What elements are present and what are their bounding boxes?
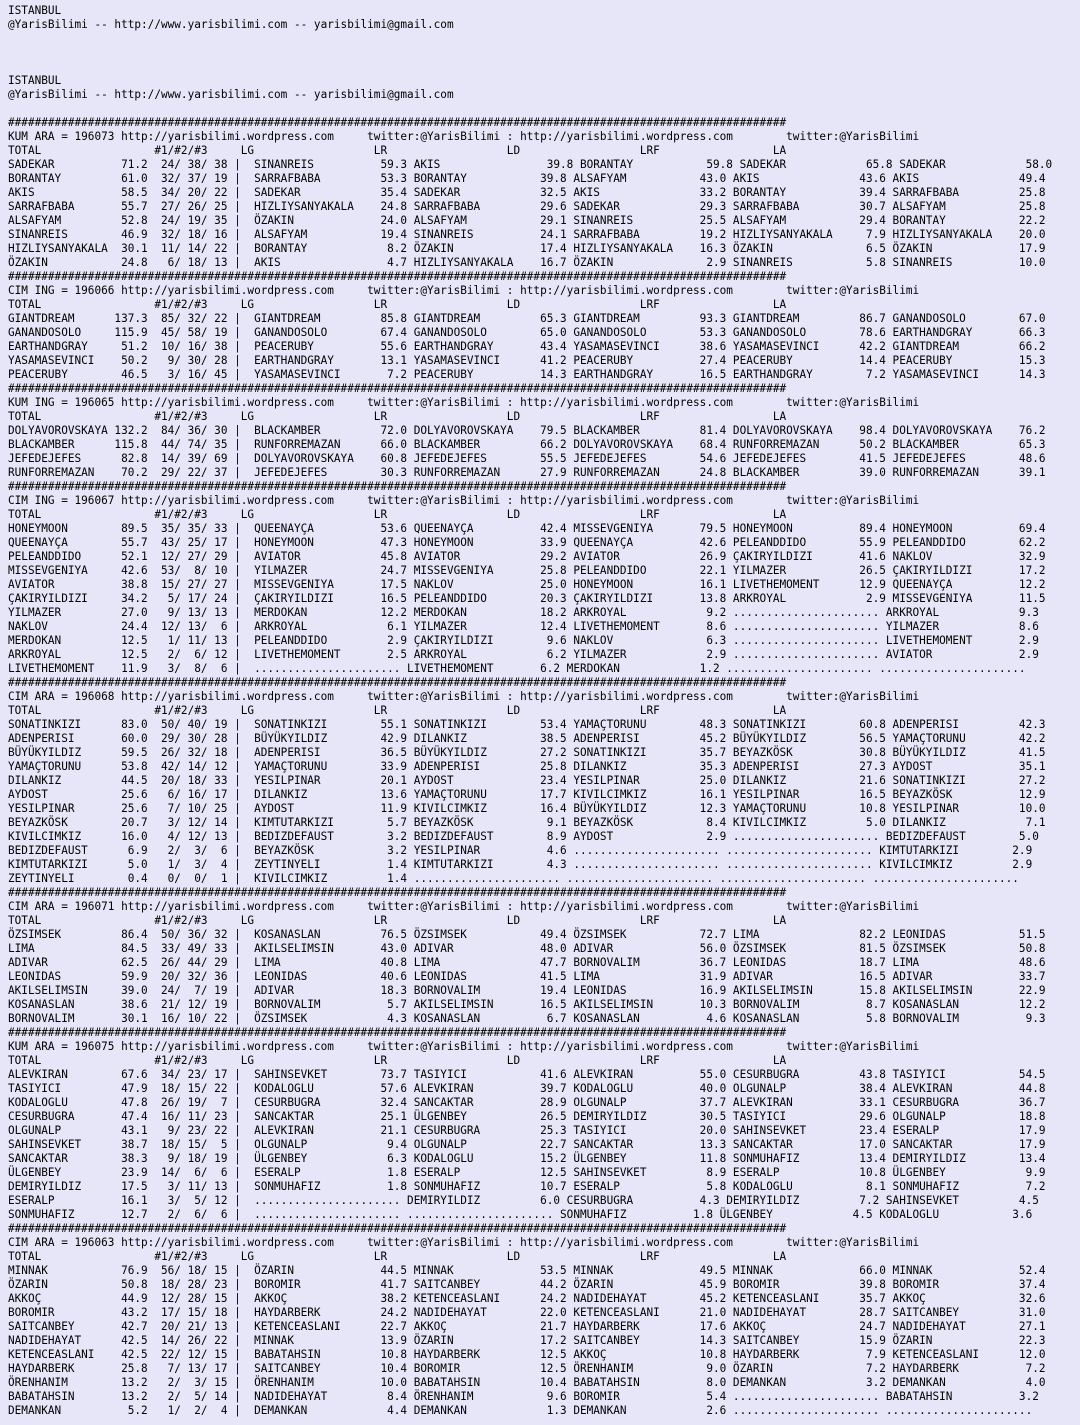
text-line: DEMANKAN 5.2 1/ 2/ 4 | DEMANKAN 4.4 DEMANKAN 1.3 DEMANKAN 2.6 ...................... ...................... (8, 1404, 1033, 1417)
text-line: BORNOVALIM 30.1 16/ 10/ 22 | ÖZSIMSEK 4.3 KOSANASLAN 6.7 KOSANASLAN 4.6 KOSANASLAN 5.8 BORNOVALIM 9.3 (8, 1012, 1046, 1025)
text-line: CIM ARA = 196071 http://yarisbilimi.wordpress.com twitter:@YarisBilimi : http://yarisbilimi.wordpress.com twitter:@YarisBilimi (8, 900, 920, 913)
text-line: TOTAL #1/#2/#3 LG LR LD LRF LA (8, 1054, 787, 1067)
text-line: TOTAL #1/#2/#3 LG LR LD LRF LA (8, 704, 787, 717)
text-line: SAHINSEVKET 38.7 18/ 15/ 5 | OLGUNALP 9.4 OLGUNALP 22.7 SANCAKTAR 13.3 SANCAKTAR 17.0 SANCAKTAR 17.9 (8, 1138, 1046, 1151)
text-line: LIMA 84.5 33/ 49/ 33 | AKILSELIMSIN 43.0 ADIVAR 48.0 ADIVAR 56.0 ÖZSIMSEK 81.5 ÖZSIMSEK 50.8 (8, 942, 1046, 955)
text-line: JEFEDEJEFES 82.8 14/ 39/ 69 | DOLYAVOROVSKAYA 60.8 JEFEDEJEFES 55.5 JEFEDEJEFES 54.6 JEFEDEJEFES 41.5 JEFEDEJEFES 48.6 (8, 452, 1046, 465)
text-line: DOLYAVOROVSKAYA 132.2 84/ 36/ 30 | BLACKAMBER 72.0 DOLYAVOROVSKAYA 79.5 BLACKAMBER 81.4 DOLYAVOROVSKAYA 98.4 DOLYAVOROVSKAYA 76.2 (8, 424, 1046, 437)
text-line: DEMIRYILDIZ 17.5 3/ 11/ 13 | SONMUHAFIZ 1.8 SONMUHAFIZ 10.7 ESERALP 5.8 KODALOGLU 8.1 SONMUHAFIZ 7.2 (8, 1180, 1046, 1193)
text-line: BABATAHSIN 13.2 2/ 5/ 14 | NADIDEHAYAT 8.4 ÖRENHANIM 9.6 BOROMIR 5.4 ...................... BABATAHSIN 3.2 (8, 1390, 1039, 1403)
text-line: MERDOKAN 12.5 1/ 11/ 13 | PELEANDDIDO 2.9 ÇAKIRYILDIZI 9.6 NAKLOV 6.3 ...................... LIVETHEMOMENT 2.9 (8, 634, 1039, 647)
text-line: KUM ARA = 196073 http://yarisbilimi.wordpress.com twitter:@YarisBilimi : http://yarisbilimi.wordpress.com twitter:@YarisBilimi (8, 130, 920, 143)
text-line: ##################################################################################################################### (8, 270, 787, 283)
text-line: ARKROYAL 12.5 2/ 6/ 12 | LIVETHEMOMENT 2.5 ARKROYAL 6.2 YILMAZER 2.9 ...................... AVIATOR 2.9 (8, 648, 1039, 661)
text-line: KUM ARA = 196075 http://yarisbilimi.wordpress.com twitter:@YarisBilimi : http://yarisbilimi.wordpress.com twitter:@YarisBilimi (8, 1040, 920, 1053)
text-line: ##################################################################################################################### (8, 676, 787, 689)
text-line: CIM ARA = 196063 http://yarisbilimi.wordpress.com twitter:@YarisBilimi : http://yarisbilimi.wordpress.com twitter:@YarisBilimi (8, 1236, 920, 1249)
text-line: @YarisBilimi -- http://www.yarisbilimi.com -- yarisbilimi@gmail.com (8, 88, 454, 101)
text-line: BÜYÜKYILDIZ 59.5 26/ 32/ 18 | ADENPERISI 36.5 BÜYÜKYILDIZ 27.2 SONATINKIZI 35.7 BEYAZKÖSK 30.8 BÜYÜKYILDIZ 41.5 (8, 746, 1046, 759)
text-line (8, 60, 1080, 74)
text-line: DILANKIZ 44.5 20/ 18/ 33 | YESILPINAR 20.1 AYDOST 23.4 YESILPINAR 25.0 DILANKIZ 21.6 SONATINKIZI 27.2 (8, 774, 1046, 787)
text-line: TOTAL #1/#2/#3 LG LR LD LRF LA (8, 1250, 787, 1263)
text-line: SINANREIS 46.9 32/ 18/ 16 | ALSAFYAM 19.4 SINANREIS 24.1 SARRAFBABA 19.2 HIZLIYSANYAKALA 7.9 HIZLIYSANYAKALA 20.0 (8, 228, 1046, 241)
text-line: ZEYTINYELI 0.4 0/ 0/ 1 | KIVILCIMKIZ 1.4 ...................... ...................... ...................... ...................... (8, 872, 1019, 885)
text-line: ADENPERISI 60.0 29/ 30/ 28 | BÜYÜKYILDIZ 42.9 DILANKIZ 38.5 ADENPERISI 45.2 BÜYÜKYILDIZ 56.5 YAMAÇTORUNU 42.2 (8, 732, 1046, 745)
text-line: HIZLIYSANYAKALA 30.1 11/ 14/ 22 | BORANTAY 8.2 ÖZAKIN 17.4 HIZLIYSANYAKALA 16.3 ÖZAKIN 6.5 ÖZAKIN 17.9 (8, 242, 1046, 255)
text-line: PEACERUBY 46.5 3/ 16/ 45 | YASAMASEVINCI 7.2 PEACERUBY 14.3 EARTHANDGRAY 16.5 EARTHANDGRAY 7.2 YASAMASEVINCI 14.3 (8, 368, 1046, 381)
text-line: TOTAL #1/#2/#3 LG LR LD LRF LA (8, 144, 787, 157)
text-line: BEYAZKÖSK 20.7 3/ 12/ 14 | KIMTUTARKIZI 5.7 BEYAZKÖSK 9.1 BEYAZKÖSK 8.4 KIVILCIMKIZ 5.0 DILANKIZ 7.1 (8, 816, 1046, 829)
text-line: YAMAÇTORUNU 53.8 42/ 14/ 12 | YAMAÇTORUNU 33.9 ADENPERISI 25.8 DILANKIZ 35.3 ADENPERISI 27.3 AYDOST 35.1 (8, 760, 1046, 773)
text-line: ÖZSIMSEK 86.4 50/ 36/ 32 | KOSANASLAN 76.5 ÖZSIMSEK 49.4 ÖZSIMSEK 72.7 LIMA 82.2 LEONIDAS 51.5 (8, 928, 1046, 941)
text-line: AYDOST 25.6 6/ 16/ 17 | DILANKIZ 13.6 YAMAÇTORUNU 17.7 KIVILCIMKIZ 16.1 YESILPINAR 16.5 BEYAZKÖSK 12.9 (8, 788, 1046, 801)
text-line: KIVILCIMKIZ 16.0 4/ 12/ 13 | BEDIZDEFAUST 3.2 BEDIZDEFAUST 8.9 AYDOST 2.9 ...................... BEDIZDEFAUST 5.0 (8, 830, 1039, 843)
text-line: SAITCANBEY 42.7 20/ 21/ 13 | KETENCEASLANI 22.7 AKKOÇ 21.7 HAYDARBERK 17.6 AKKOÇ 24.7 NADIDEHAYAT 27.1 (8, 1320, 1046, 1333)
text-line: ##################################################################################################################### (8, 480, 787, 493)
text-line: ##################################################################################################################### (8, 1222, 787, 1235)
text-line: KOSANASLAN 38.6 21/ 12/ 19 | BORNOVALIM 5.7 AKILSELIMSIN 16.5 AKILSELIMSIN 10.3 BORNOVALIM 8.7 KOSANASLAN 12.2 (8, 998, 1046, 1011)
text-line: BEDIZDEFAUST 6.9 2/ 3/ 6 | BEYAZKÖSK 3.2 YESILPINAR 4.6 ...................... ...................... KIMTUTARKIZI 2.9 (8, 844, 1033, 857)
text-line: ÖZARIN 50.8 18/ 28/ 23 | BOROMIR 41.7 SAITCANBEY 44.2 ÖZARIN 45.9 BOROMIR 39.8 BOROMIR 37.4 (8, 1278, 1046, 1291)
text-line: KIMTUTARKIZI 5.0 1/ 3/ 4 | ZEYTINYELI 1.4 KIMTUTARKIZI 4.3 ...................... ...................... KIVILCIMKIZ 2.9 (8, 858, 1033, 871)
text-line: SADEKAR 71.2 24/ 38/ 38 | SINANREIS 59.3 AKIS 39.8 BORANTAY 59.8 SADEKAR 65.8 SADEKAR 58.0 (8, 158, 1053, 171)
text-line: YILMAZER 27.0 9/ 13/ 13 | MERDOKAN 12.2 MERDOKAN 18.2 ARKROYAL 9.2 ...................... ARKROYAL 9.3 (8, 606, 1039, 619)
text-line: ##################################################################################################################### (8, 116, 787, 129)
text-line: SARRAFBABA 55.7 27/ 26/ 25 | HIZLIYSANYAKALA 24.8 SARRAFBABA 29.6 SADEKAR 29.3 SARRAFBABA 30.7 ALSAFYAM 25.8 (8, 200, 1046, 213)
text-line: CESURBUGRA 47.4 16/ 11/ 23 | SANCAKTAR 25.1 ÜLGENBEY 26.5 DEMIRYILDIZ 30.5 TASIYICI 29.6 OLGUNALP 18.8 (8, 1110, 1046, 1123)
text-line: GIANTDREAM 137.3 85/ 32/ 22 | GIANTDREAM 85.8 GIANTDREAM 65.3 GIANTDREAM 93.3 GIANTDREAM 86.7 GANANDOSOLO 67.0 (8, 312, 1046, 325)
text-line: RUNFORREMAZAN 70.2 29/ 22/ 37 | JEFEDEJEFES 30.3 RUNFORREMAZAN 27.9 RUNFORREMAZAN 24.8 BLACKAMBER 39.0 RUNFORREMAZAN 39.1 (8, 466, 1046, 479)
text-line: ISTANBUL (8, 74, 62, 87)
text-line: KUM ING = 196065 http://yarisbilimi.wordpress.com twitter:@YarisBilimi : http://yarisbilimi.wordpress.com twitter:@YarisBilimi (8, 396, 920, 409)
text-line: NADIDEHAYAT 42.5 14/ 26/ 22 | MINNAK 13.9 ÖZARIN 17.2 SAITCANBEY 14.3 SAITCANBEY 15.9 ÖZARIN 22.3 (8, 1334, 1046, 1347)
text-line: ##################################################################################################################### (8, 382, 787, 395)
text-line: GANANDOSOLO 115.9 45/ 58/ 19 | GANANDOSOLO 67.4 GANANDOSOLO 65.0 GANANDOSOLO 53.3 GANANDOSOLO 78.6 EARTHANDGRAY 66.3 (8, 326, 1046, 339)
text-line: ÇAKIRYILDIZI 34.2 5/ 17/ 24 | ÇAKIRYILDIZI 16.5 PELEANDDIDO 20.3 ÇAKIRYILDIZI 13.8 ARKROYAL 2.9 MISSEVGENIYA 11.5 (8, 592, 1046, 605)
text-line (8, 102, 1080, 116)
text-line: EARTHANDGRAY 51.2 10/ 16/ 38 | PEACERUBY 55.6 EARTHANDGRAY 43.4 YASAMASEVINCI 38.6 YASAMASEVINCI 42.2 GIANTDREAM 66.2 (8, 340, 1046, 353)
text-line: ÜLGENBEY 23.9 14/ 6/ 6 | ESERALP 1.8 ESERALP 12.5 SAHINSEVKET 8.9 ESERALP 10.8 ÜLGENBEY 9.9 (8, 1166, 1046, 1179)
text-line: AVIATOR 38.8 15/ 27/ 27 | MISSEVGENIYA 17.5 NAKLOV 25.0 HONEYMOON 16.1 LIVETHEMOMENT 12.9 QUEENAYÇA 12.2 (8, 578, 1046, 591)
text-line: ##################################################################################################################### (8, 886, 787, 899)
text-line: PELEANDDIDO 52.1 12/ 27/ 29 | AVIATOR 45.8 AVIATOR 29.2 AVIATOR 26.9 ÇAKIRYILDIZI 41.6 NAKLOV 32.9 (8, 550, 1046, 563)
text-line: MISSEVGENIYA 42.6 53/ 8/ 10 | YILMAZER 24.7 MISSEVGENIYA 25.8 PELEANDDIDO 22.1 YILMAZER 26.5 ÇAKIRYILDIZI 17.2 (8, 564, 1046, 577)
text-line: ÖRENHANIM 13.2 2/ 3/ 15 | ÖRENHANIM 10.0 BABATAHSIN 10.4 BABATAHSIN 8.0 DEMANKAN 3.2 DEMANKAN 4.0 (8, 1376, 1046, 1389)
race-statistics-document (8, 4, 1080, 1418)
text-line: AKIS 58.5 34/ 20/ 22 | SADEKAR 35.4 SADEKAR 32.5 AKIS 33.2 BORANTAY 39.4 SARRAFBABA 25.8 (8, 186, 1046, 199)
text-line: YASAMASEVINCI 50.2 9/ 30/ 28 | EARTHANDGRAY 13.1 YASAMASEVINCI 41.2 PEACERUBY 27.4 PEACERUBY 14.4 PEACERUBY 15.3 (8, 354, 1046, 367)
text-line: HONEYMOON 89.5 35/ 35/ 33 | QUEENAYÇA 53.6 QUEENAYÇA 42.4 MISSEVGENIYA 79.5 HONEYMOON 89.4 HONEYMOON 69.4 (8, 522, 1046, 535)
text-line: CIM ING = 196067 http://yarisbilimi.wordpress.com twitter:@YarisBilimi : http://yarisbilimi.wordpress.com twitter:@YarisBilimi (8, 494, 920, 507)
text-line: BLACKAMBER 115.8 44/ 74/ 35 | RUNFORREMAZAN 66.0 BLACKAMBER 66.2 DOLYAVOROVSKAYA 68.4 RUNFORREMAZAN 50.2 BLACKAMBER 65.3 (8, 438, 1046, 451)
text-line: CIM ARA = 196068 http://yarisbilimi.wordpress.com twitter:@YarisBilimi : http://yarisbilimi.wordpress.com twitter:@YarisBilimi (8, 690, 920, 703)
text-line: TOTAL #1/#2/#3 LG LR LD LRF LA (8, 914, 787, 927)
text-line: LEONIDAS 59.9 20/ 32/ 36 | LEONIDAS 40.6 LEONIDAS 41.5 LIMA 31.9 ADIVAR 16.5 ADIVAR 33.7 (8, 970, 1046, 983)
text-line: OLGUNALP 43.1 9/ 23/ 22 | ALEVKIRAN 21.1 CESURBUGRA 25.3 TASIYICI 20.0 SAHINSEVKET 23.4 ESERALP 17.9 (8, 1124, 1046, 1137)
text-line: AKILSELIMSIN 39.0 24/ 7/ 19 | ADIVAR 18.3 BORNOVALIM 19.4 LEONIDAS 16.9 AKILSELIMSIN 15.8 AKILSELIMSIN 22.9 (8, 984, 1046, 997)
text-line: KETENCEASLANI 42.5 22/ 12/ 15 | BABATAHSIN 10.8 HAYDARBERK 12.5 AKKOÇ 10.8 HAYDARBERK 7.9 KETENCEASLANI 12.0 (8, 1348, 1046, 1361)
text-line: ÖZAKIN 24.8 6/ 18/ 13 | AKIS 4.7 HIZLIYSANYAKALA 16.7 ÖZAKIN 2.9 SINANREIS 5.8 SINANREIS 10.0 (8, 256, 1046, 269)
text-line (8, 46, 1080, 60)
text-line: TOTAL #1/#2/#3 LG LR LD LRF LA (8, 508, 787, 521)
text-line: MINNAK 76.9 56/ 18/ 15 | ÖZARIN 44.5 MINNAK 53.5 MINNAK 49.5 MINNAK 66.0 MINNAK 52.4 (8, 1264, 1046, 1277)
text-line: SONATINKIZI 83.0 50/ 40/ 19 | SONATINKIZI 55.1 SONATINKIZI 53.4 YAMAÇTORUNU 48.3 SONATINKIZI 60.8 ADENPERISI 42.3 (8, 718, 1046, 731)
text-line: BOROMIR 43.2 17/ 15/ 18 | HAYDARBERK 24.2 NADIDEHAYAT 22.0 KETENCEASLANI 21.0 NADIDEHAYAT 28.7 SAITCANBEY 31.0 (8, 1306, 1046, 1319)
text-line: AKKOÇ 44.9 12/ 28/ 15 | AKKOÇ 38.2 KETENCEASLANI 24.2 NADIDEHAYAT 45.2 KETENCEASLANI 35.7 AKKOÇ 32.6 (8, 1292, 1046, 1305)
text-line: @YarisBilimi -- http://www.yarisbilimi.com -- yarisbilimi@gmail.com (8, 18, 454, 31)
text-line: ISTANBUL (8, 4, 62, 17)
text-line: KODALOGLU 47.8 26/ 19/ 7 | CESURBUGRA 32.4 SANCAKTAR 28.9 OLGUNALP 37.7 ALEVKIRAN 33.1 CESURBUGRA 36.7 (8, 1096, 1046, 1109)
text-line: LIVETHEMOMENT 11.9 3/ 8/ 6 | ...................... LIVETHEMOMENT 6.2 MERDOKAN 1.2 ...................... ...................... (8, 662, 1026, 675)
text-line: BORANTAY 61.0 32/ 37/ 19 | SARRAFBABA 53.3 BORANTAY 39.8 ALSAFYAM 43.0 AKIS 43.6 AKIS 49.4 (8, 172, 1046, 185)
text-line: ESERALP 16.1 3/ 5/ 12 | ...................... DEMIRYILDIZ 6.0 CESURBUGRA 4.3 DEMIRYILDIZ 7.2 SAHINSEVKET 4.5 (8, 1194, 1039, 1207)
text-line: SONMUHAFIZ 12.7 2/ 6/ 6 | ...................... ...................... SONMUHAFIZ 1.8 ÜLGENBEY 4.5 KODALOGLU 3.6 (8, 1208, 1033, 1221)
text-line: SANCAKTAR 38.3 9/ 18/ 19 | ÜLGENBEY 6.3 KODALOGLU 15.2 ÜLGENBEY 11.8 SONMUHAFIZ 13.4 DEMIRYILDIZ 13.4 (8, 1152, 1046, 1165)
text-line: ALSAFYAM 52.8 24/ 19/ 35 | ÖZAKIN 24.0 ALSAFYAM 29.1 SINANREIS 25.5 ALSAFYAM 29.4 BORANTAY 22.2 (8, 214, 1046, 227)
text-line: ALEVKIRAN 67.6 34/ 23/ 17 | SAHINSEVKET 73.7 TASIYICI 41.6 ALEVKIRAN 55.0 CESURBUGRA 43.8 TASIYICI 54.5 (8, 1068, 1046, 1081)
text-line: TOTAL #1/#2/#3 LG LR LD LRF LA (8, 298, 787, 311)
text-line: NAKLOV 24.4 12/ 13/ 6 | ARKROYAL 6.1 YILMAZER 12.4 LIVETHEMOMENT 8.6 ...................... YILMAZER 8.6 (8, 620, 1039, 633)
text-line: HAYDARBERK 25.8 7/ 13/ 17 | SAITCANBEY 10.4 BOROMIR 12.5 ÖRENHANIM 9.0 ÖZARIN 7.2 HAYDARBERK 7.2 (8, 1362, 1046, 1375)
text-line: ADIVAR 62.5 26/ 44/ 29 | LIMA 40.8 LIMA 47.7 BORNOVALIM 36.7 LEONIDAS 18.7 LIMA 48.6 (8, 956, 1046, 969)
text-line: YESILPINAR 25.6 7/ 10/ 25 | AYDOST 11.9 KIVILCIMKIZ 16.4 BÜYÜKYILDIZ 12.3 YAMAÇTORUNU 10.8 YESILPINAR 10.0 (8, 802, 1046, 815)
text-line: TASIYICI 47.9 18/ 15/ 22 | KODALOGLU 57.6 ALEVKIRAN 39.7 KODALOGLU 40.0 OLGUNALP 38.4 ALEVKIRAN 44.8 (8, 1082, 1046, 1095)
text-line: QUEENAYÇA 55.7 43/ 25/ 17 | HONEYMOON 47.3 HONEYMOON 33.9 QUEENAYÇA 42.6 PELEANDDIDO 55.9 PELEANDDIDO 62.2 (8, 536, 1046, 549)
text-line: TOTAL #1/#2/#3 LG LR LD LRF LA (8, 410, 787, 423)
text-line: ##################################################################################################################### (8, 1026, 787, 1039)
text-line: CIM ING = 196066 http://yarisbilimi.wordpress.com twitter:@YarisBilimi : http://yarisbilimi.wordpress.com twitter:@YarisBilimi (8, 284, 920, 297)
text-line (8, 32, 1080, 46)
